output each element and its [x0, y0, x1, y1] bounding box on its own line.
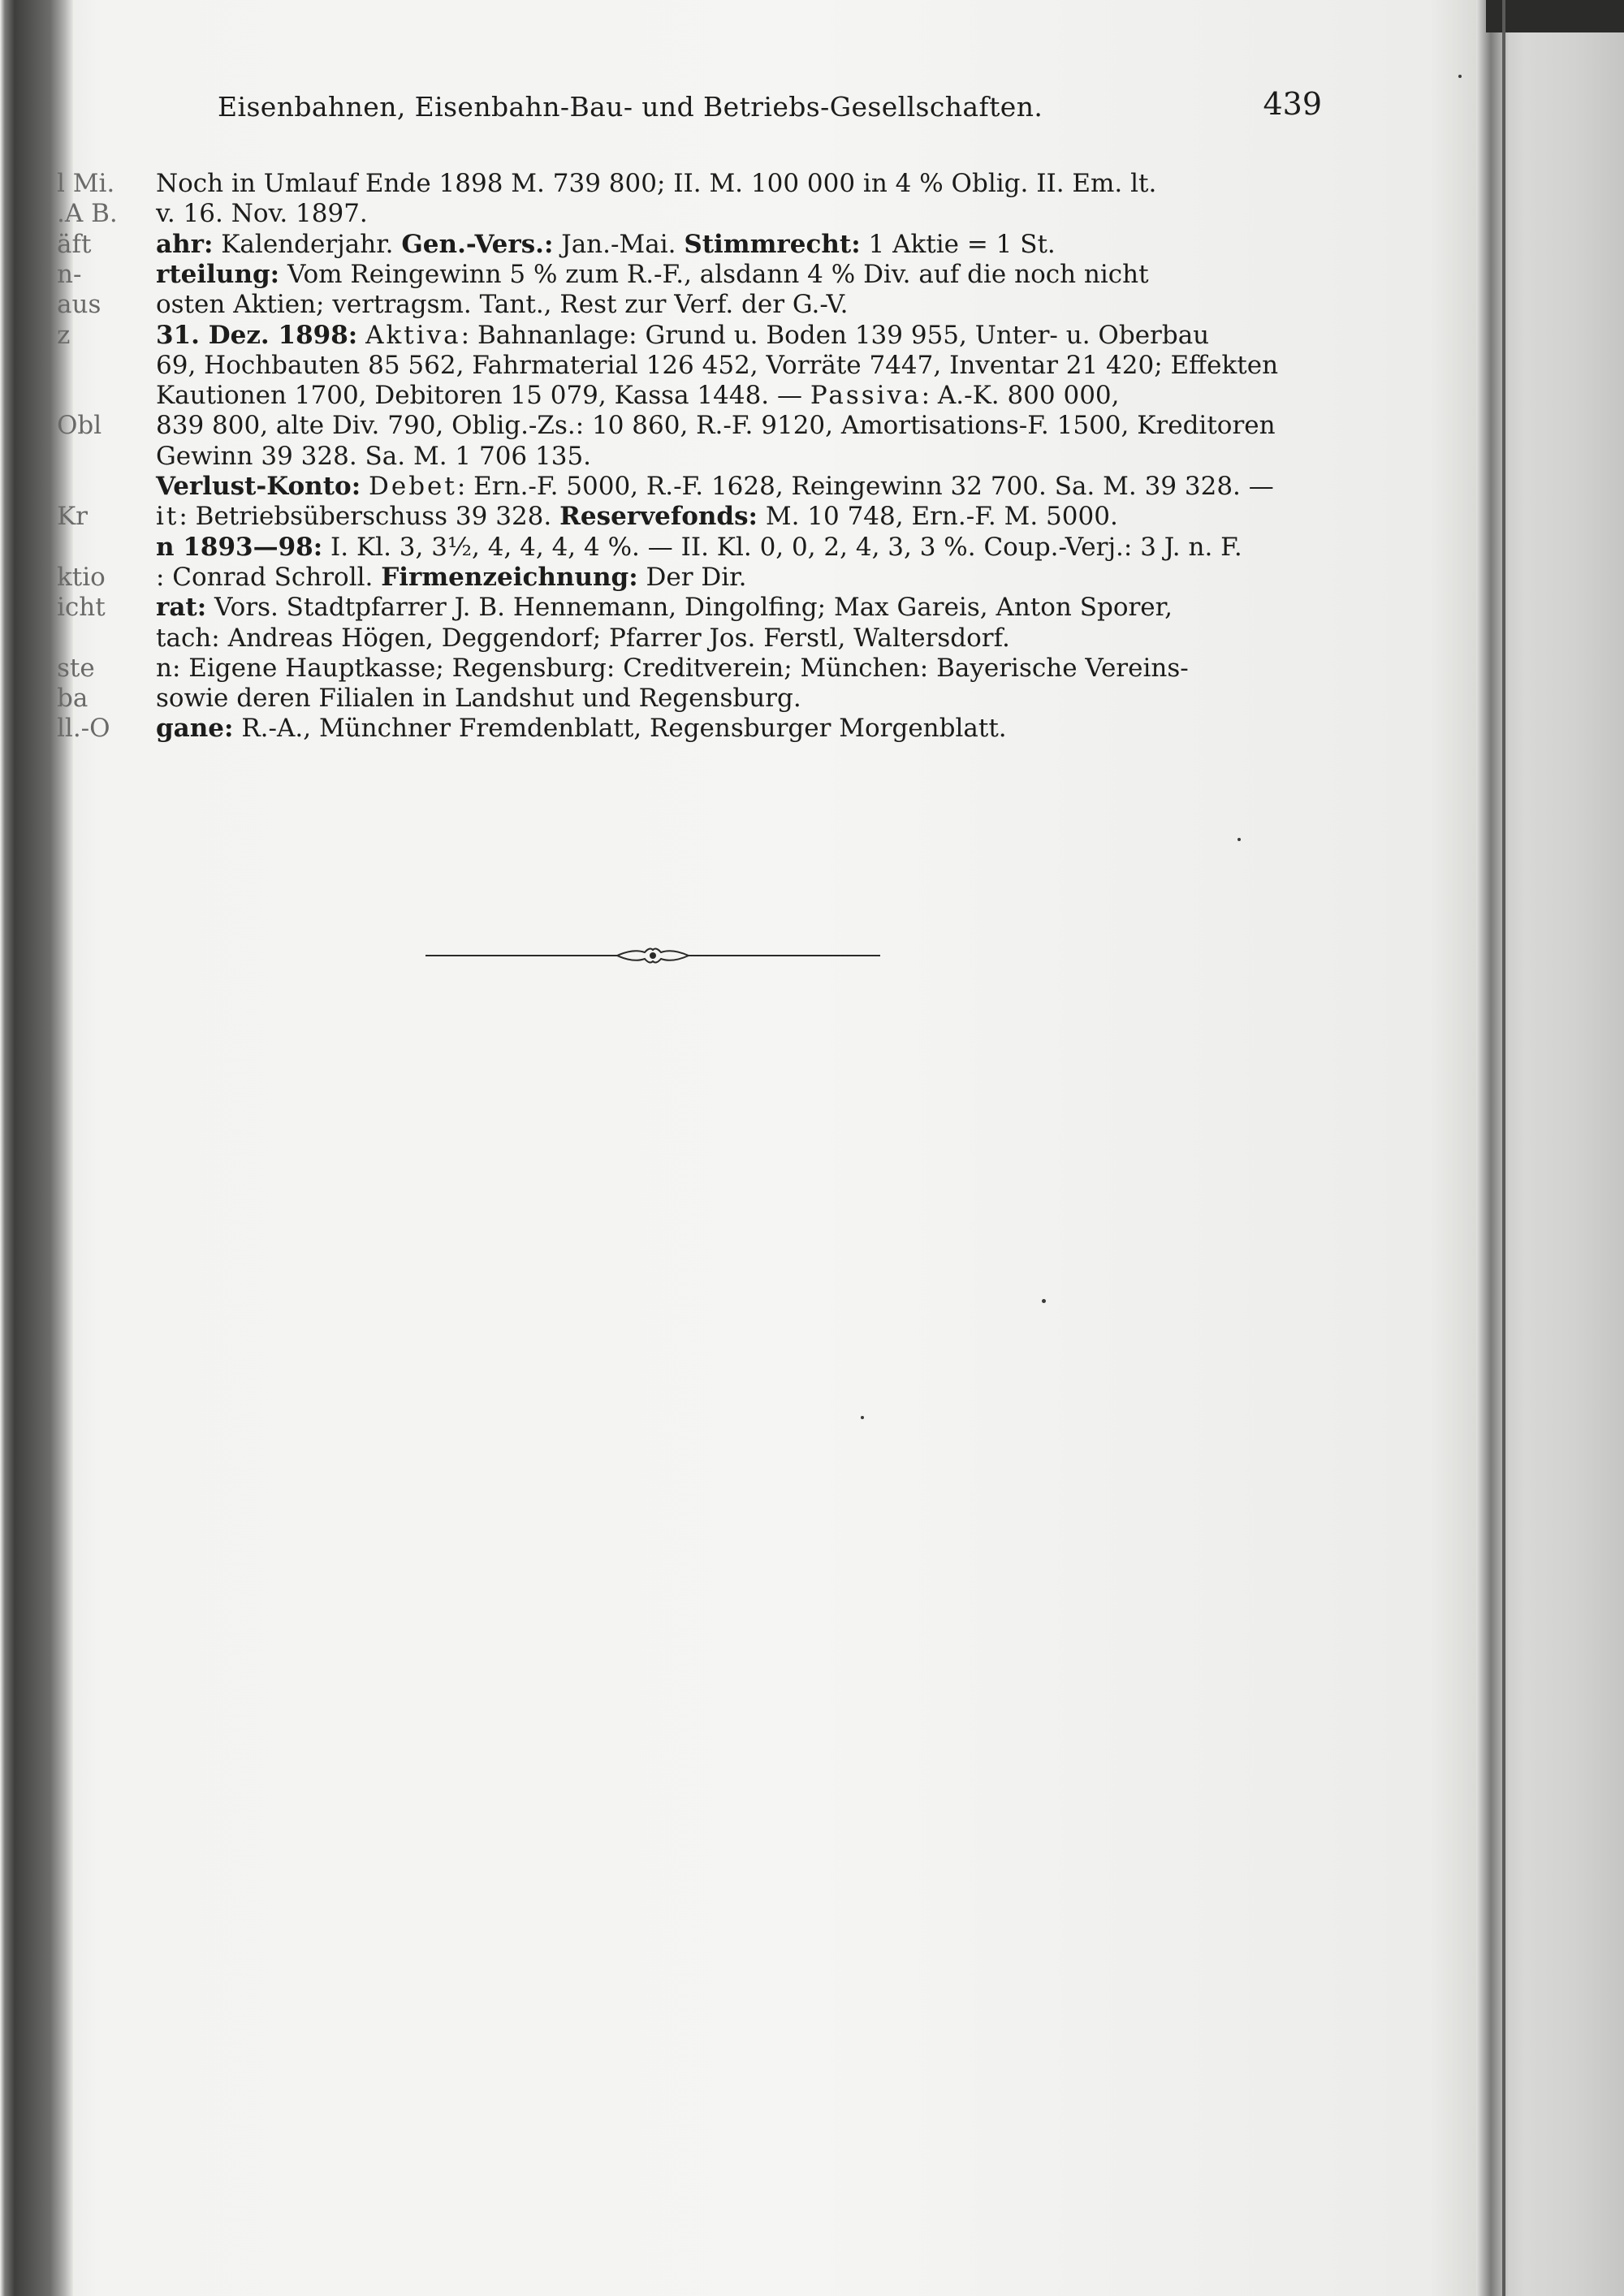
text-line: [156, 624, 1010, 653]
cut-off-margin-fragment: ktio: [57, 563, 106, 592]
cut-off-margin-fragment: ste: [57, 654, 95, 683]
text-segment: I. Kl. 3, 3½, 4, 4, 4, 4 %. — II. Kl. 0, 0, 2, 4, 3, 3 %. Coup.-Verj.: 3 J. n. F.: [322, 533, 1242, 562]
text-line: [156, 533, 1242, 562]
field-label: rat:: [156, 593, 207, 622]
cut-off-margin-fragment: .A B.: [57, 199, 118, 228]
text-line: [156, 442, 591, 471]
field-label: Firmenzeichnung:: [381, 563, 638, 592]
text-line: [156, 563, 746, 592]
field-label: n 1893—98:: [156, 533, 323, 562]
text-segment: 69, Hochbauten 85 562, Fahrmaterial 126 452, Vorräte 7447, Inventar 21 420; Effekten: [156, 351, 1279, 380]
page-number: 439: [1263, 86, 1322, 122]
text-segment: Jan.-Mai.: [553, 230, 685, 259]
cut-off-margin-fragment: z: [57, 321, 71, 350]
cut-off-margin-fragment: äft: [57, 230, 92, 259]
field-label: Verlust-Konto:: [156, 472, 361, 501]
field-label: rteilung:: [156, 260, 280, 289]
scan-speck: [1458, 75, 1462, 78]
running-head: Eisenbahnen, Eisenbahn-Bau- und Betriebs-Gesellschaften.: [218, 91, 1043, 123]
text-segment: Debet: [369, 472, 457, 501]
text-line: [156, 351, 1278, 380]
field-label: Stimmrecht:: [684, 230, 861, 259]
text-line: [156, 321, 1209, 350]
text-segment: v. 16. Nov. 1897.: [156, 199, 368, 228]
field-label: ahr:: [156, 230, 214, 259]
text-segment: n: Eigene Hauptkasse; Regensburg: Creditverein; München: Bayerische Vereins-: [156, 654, 1189, 683]
text-line: [156, 684, 801, 713]
scan-speck: [1237, 838, 1241, 841]
field-label: 31. Dez. 1898:: [156, 321, 358, 350]
text-line: [156, 411, 1276, 440]
text-line: [156, 169, 1156, 198]
text-segment: 1 Aktie = 1 St.: [860, 230, 1056, 259]
text-segment: Vors. Stadtpfarrer J. B. Hennemann, Dingolfing; Max Gareis, Anton Sporer,: [206, 593, 1173, 622]
text-segment: Noch in Umlauf Ende 1898 M. 739 800; II. M. 100 000 in 4 % Oblig. II. Em. lt.: [156, 169, 1157, 198]
cut-off-margin-fragment: Obl: [57, 411, 102, 440]
text-line: [156, 290, 848, 319]
text-segment: Passiva: [810, 381, 922, 410]
text-segment: : A.-K. 800 000,: [921, 381, 1120, 410]
cut-off-margin-fragment: icht: [57, 593, 106, 622]
text-segment: Gewinn 39 328. Sa. M. 1 706 135.: [156, 442, 592, 471]
text-line: [156, 502, 1118, 531]
scan-speck: [861, 1416, 864, 1419]
field-label: gane:: [156, 714, 234, 743]
text-line: [156, 654, 1189, 683]
text-segment: Aktiva: [365, 321, 461, 350]
text-segment: : Ern.-F. 5000, R.-F. 1628, Reingewinn 32 700. Sa. M. 39 328. —: [456, 472, 1274, 501]
cut-off-margin-fragment: ll.-O: [57, 714, 110, 743]
scan-speck: [1042, 1299, 1046, 1303]
text-segment: Kalenderjahr.: [213, 230, 402, 259]
field-label: Gen.-Vers.:: [401, 230, 554, 259]
text-line: [156, 199, 368, 228]
section-divider-ornament: [425, 942, 880, 969]
text-line: [156, 593, 1173, 622]
text-segment: R.-A., Münchner Fremdenblatt, Regensburger Morgenblatt.: [233, 714, 1007, 743]
text-segment: [357, 321, 365, 350]
cut-off-margin-fragment: n-: [57, 260, 82, 289]
field-label: Reservefonds:: [559, 502, 758, 531]
text-segment: Kautionen 1700, Debitoren 15 079, Kassa 1448. —: [156, 381, 810, 410]
text-segment: : Betriebsüberschuss 39 328.: [179, 502, 560, 531]
text-segment: Vom Reingewinn 5 % zum R.-F., alsdann 4 % Div. auf die noch nicht: [279, 260, 1149, 289]
text-line: [156, 260, 1149, 289]
text-segment: : Bahnanlage: Grund u. Boden 139 955, Unter- u. Oberbau: [460, 321, 1210, 350]
text-segment: M. 10 748, Ern.-F. M. 5000.: [757, 502, 1118, 531]
text-line: [156, 472, 1274, 501]
text-segment: it: [156, 502, 179, 531]
cut-off-margin-fragment: Kr: [57, 502, 88, 531]
text-segment: Der Dir.: [637, 563, 747, 592]
text-segment: tach: Andreas Högen, Deggendorf; Pfarrer Jos. Ferstl, Waltersdorf.: [156, 624, 1010, 653]
cut-off-margin-fragment: l Mi.: [57, 169, 115, 198]
text-line: [156, 381, 1120, 410]
text-segment: : Conrad Schroll.: [156, 563, 382, 592]
text-segment: 839 800, alte Div. 790, Oblig.-Zs.: 10 860, R.-F. 9120, Amortisations-F. 1500, Kreditoren: [156, 411, 1276, 440]
text-segment: osten Aktien; vertragsm. Tant., Rest zur Verf. der G.-V.: [156, 290, 849, 319]
text-line: [156, 714, 1007, 743]
text-segment: [361, 472, 369, 501]
cut-off-margin-fragment: aus: [57, 290, 102, 319]
cut-off-margin-fragment: ba: [57, 684, 89, 713]
text-line: [156, 230, 1056, 259]
text-segment: sowie deren Filialen in Landshut und Regensburg.: [156, 684, 801, 713]
